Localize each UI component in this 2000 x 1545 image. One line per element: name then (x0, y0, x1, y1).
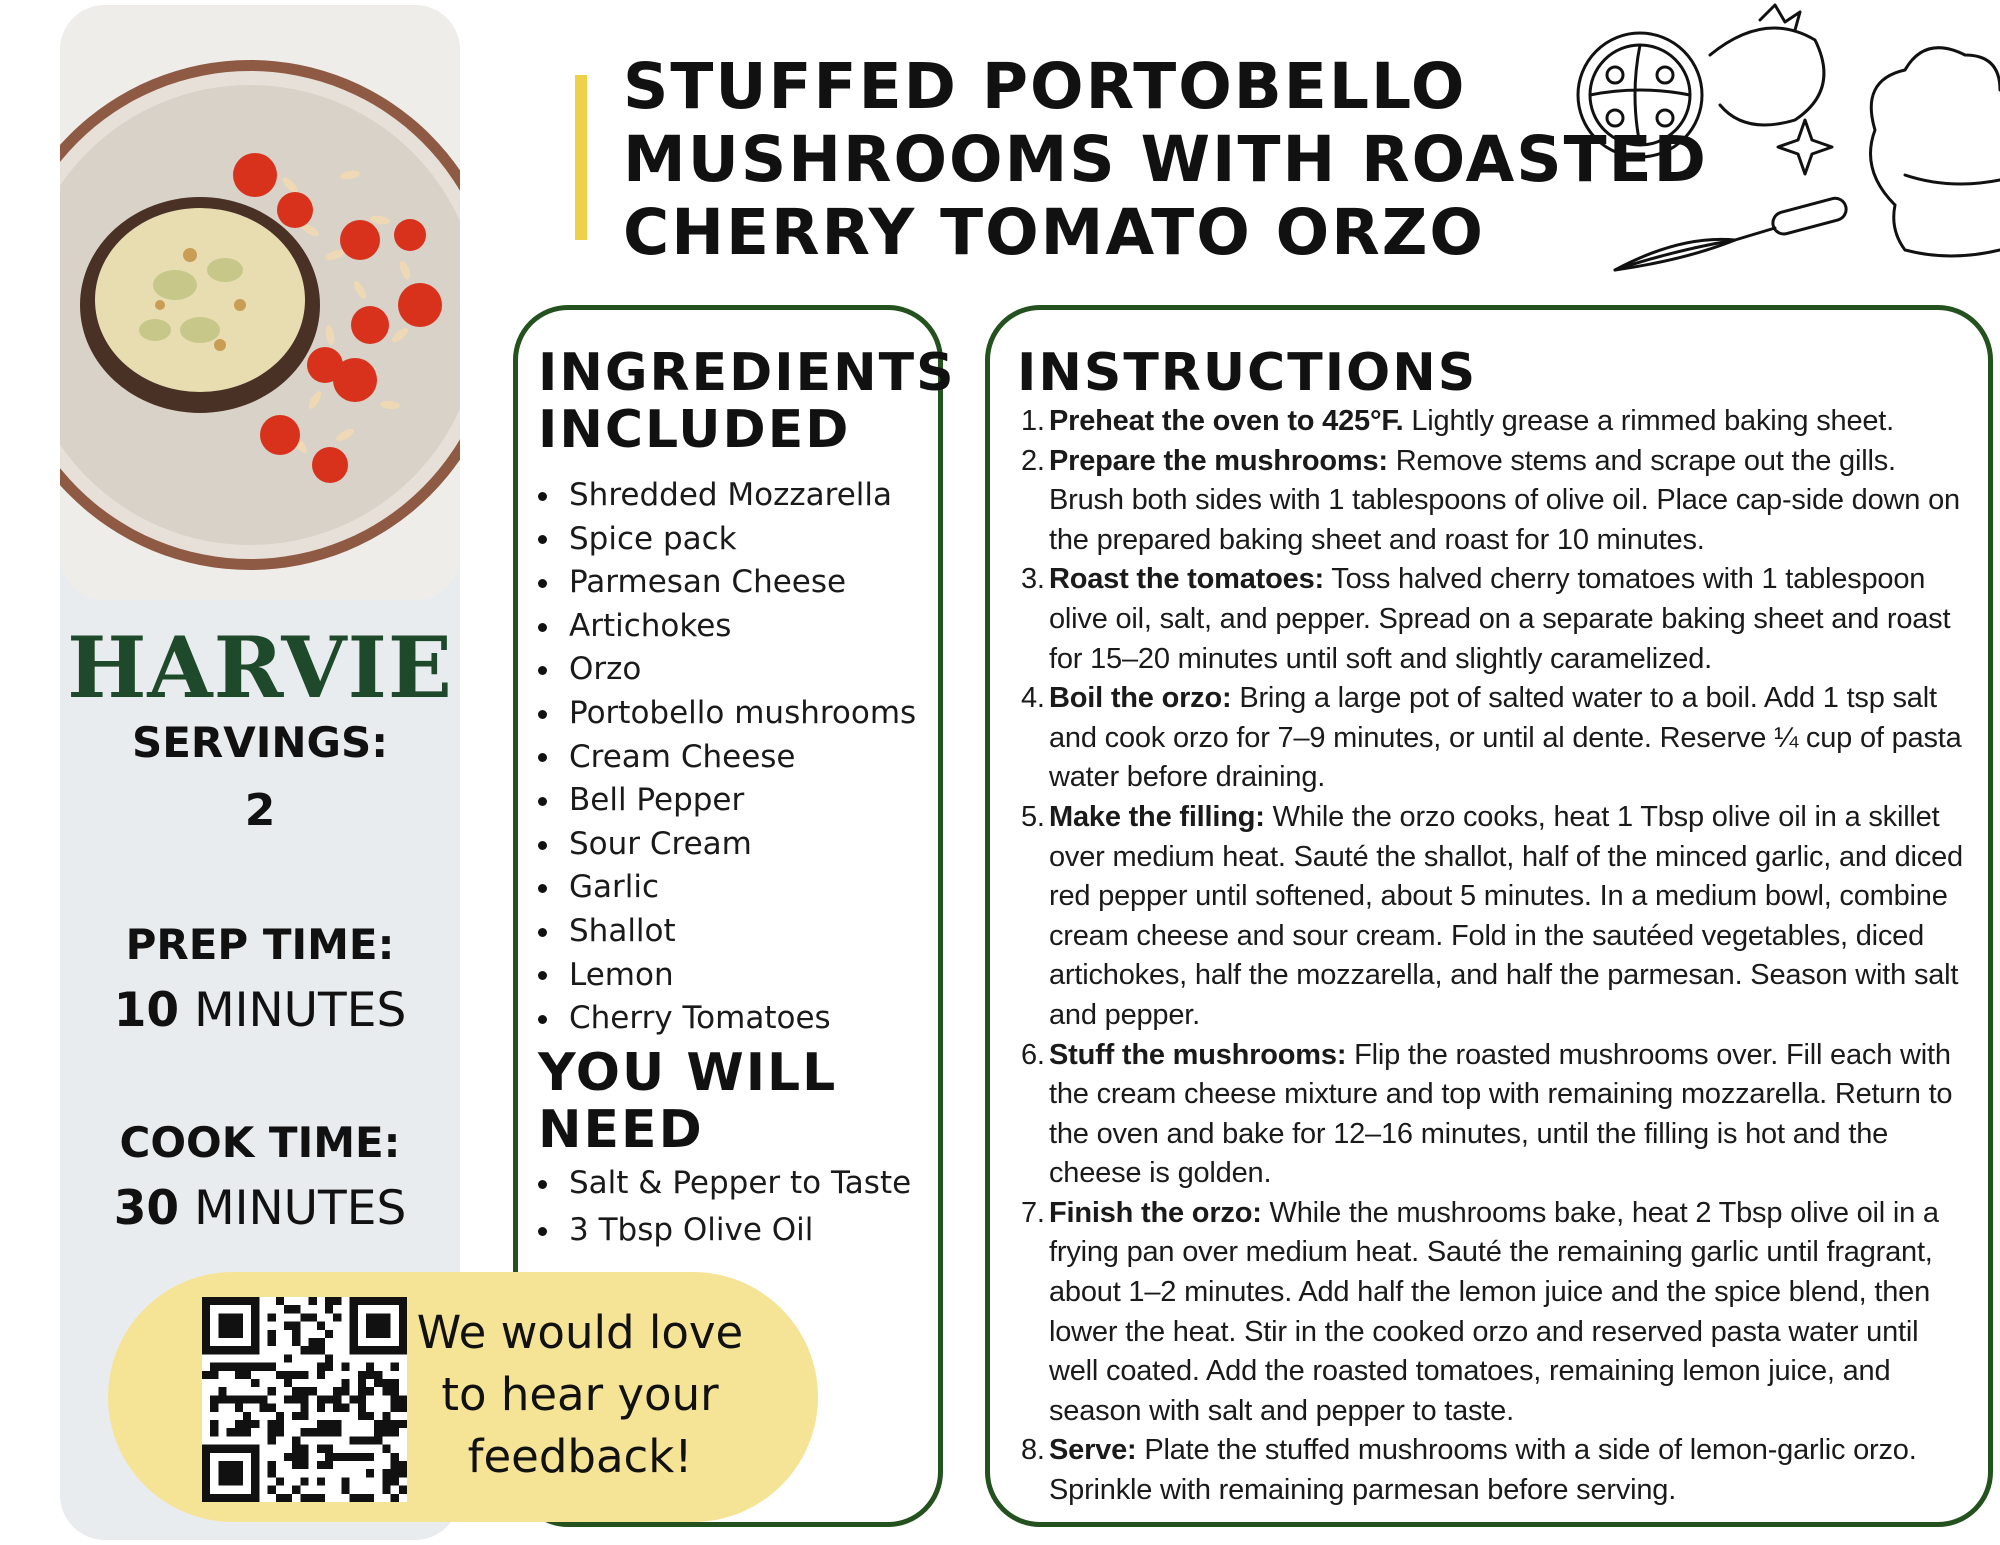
list-item: Salt & Pepper to Taste (538, 1160, 911, 1207)
instruction-step (1017, 1431, 1967, 1510)
tomato-doodle-icon (1578, 5, 1824, 157)
heading-line: YOU WILL (538, 1043, 838, 1103)
step-number: 7. (1021, 1196, 1045, 1229)
instructions-heading: INSTRUCTIONS (1017, 343, 1478, 403)
step-number: 8. (1021, 1434, 1045, 1467)
list-item: Cream Cheese (538, 736, 916, 780)
prep-time-label: PREP TIME: (125, 920, 395, 969)
list-item: 3 Tbsp Olive Oil (538, 1207, 911, 1254)
list-item: Spice pack (538, 518, 916, 562)
instruction-step (1017, 1036, 1967, 1194)
step-text: Remove stems and scrape out the gills. Brush both sides with 1 tablespoons of olive oil. Place cap-side down on the prepared baking sheet and roast for 10 minutes. (1049, 444, 1960, 556)
list-item: Orzo (538, 648, 916, 692)
list-item: Cherry Tomatoes (538, 997, 916, 1041)
plated-dish-photo (60, 5, 460, 600)
list-item: Sour Cream (538, 823, 916, 867)
step-number: 3. (1021, 563, 1045, 596)
qr-code-icon[interactable] (202, 1297, 407, 1502)
feedback-line: We would love (416, 1306, 744, 1359)
prep-time-value (60, 983, 460, 1038)
ingredients-list (538, 474, 916, 1041)
feedback-line: feedback! (467, 1430, 693, 1483)
list-item: Lemon (538, 954, 916, 998)
sparkle-doodle-icon (1778, 120, 1832, 174)
step-lead: Finish the orzo: (1049, 1196, 1262, 1229)
heading-line: INGREDIENTS (538, 343, 956, 403)
step-text: Plate the stuffed mushrooms with a side of lemon-garlic orzo. Sprinkle with remaining parmesan before serving. (1049, 1434, 1917, 1507)
feedback-line: to hear your (441, 1368, 719, 1421)
instruction-step (1017, 1194, 1967, 1432)
list-item: Parmesan Cheese (538, 561, 916, 605)
step-text: Flip the roasted mushrooms over. Fill each with the cream cheese mixture and top with remaining mozzarella. Return to the oven and bake for 12–16 minutes, until the filling is hot and the cheese is golden. (1049, 1038, 1953, 1190)
step-lead: Preheat the oven to 425°F. (1049, 405, 1404, 437)
step-number: 1. (1021, 405, 1045, 437)
title-line: CHERRY TOMATO ORZO (623, 196, 1485, 269)
step-lead: Boil the orzo: (1049, 682, 1232, 715)
cook-time-unit: MINUTES (194, 1181, 407, 1236)
instruction-step (1017, 679, 1967, 798)
list-item: Shredded Mozzarella (538, 474, 916, 518)
step-number: 6. (1021, 1038, 1045, 1071)
step-lead: Make the filling: (1049, 800, 1265, 833)
whisk-doodle-icon (1615, 196, 1849, 270)
step-number: 5. (1021, 800, 1045, 833)
step-number: 4. (1021, 682, 1045, 715)
instruction-step (1017, 442, 1967, 561)
title-line: STUFFED PORTOBELLO (623, 50, 1467, 123)
ingredients-heading (538, 345, 956, 459)
title-line: MUSHROOMS WITH ROASTED (623, 123, 1708, 196)
list-item: Artichokes (538, 605, 916, 649)
list-item: Shallot (538, 910, 916, 954)
brand-logo: HARVIE (67, 618, 453, 717)
step-lead: Prepare the mushrooms: (1049, 444, 1388, 477)
doodle-illustrations (1560, 0, 2000, 300)
step-text: While the orzo cooks, heat 1 Tbsp olive oil in a skillet over medium heat. Sauté the shallot, half of the minced garlic, and diced red pepper until softened, about 5 minutes. In a medium bowl, combine cream cheese and sour cream. Fold in the sautéed vegetables, diced artichokes, half the mozzarella, and half the parmesan. Season with salt and pepper. (1049, 800, 1963, 1031)
heading-line: INCLUDED (538, 400, 851, 460)
chef-hat-doodle-icon (1871, 48, 2000, 256)
prep-time-number: 10 (113, 983, 180, 1038)
step-text: Toss halved cherry tomatoes with 1 tablespoon olive oil, salt, and pepper. Spread on a separate baking sheet and roast for 15–20 minutes until soft and slightly caramelized. (1049, 563, 1951, 675)
cook-time-number: 30 (113, 1181, 180, 1236)
heading-line: NEED (538, 1100, 704, 1160)
list-item: Garlic (538, 866, 916, 910)
instructions-list (1017, 402, 1967, 1511)
step-lead: Stuff the mushrooms: (1049, 1038, 1347, 1071)
instruction-step (1017, 560, 1967, 679)
prep-time-unit: MINUTES (194, 983, 407, 1038)
page-title (623, 50, 1708, 269)
cook-time-label: COOK TIME: (119, 1118, 401, 1167)
title-accent-bar (575, 75, 587, 240)
feedback-message (415, 1302, 745, 1488)
servings-label: SERVINGS: (131, 718, 389, 767)
list-item: Bell Pepper (538, 779, 916, 823)
step-text: While the mushrooms bake, heat 2 Tbsp olive oil in a frying pan over medium heat. Sauté the remaining garlic until fragrant, about 1–2 minutes. Add half the lemon juice and the spice blend, then lower the heat. Stir in the cooked orzo and reserved pasta water until well coated. Add the roasted tomatoes, remaining lemon juice, and season with salt and pepper to taste. (1049, 1196, 1939, 1427)
servings-value: 2 (244, 785, 276, 836)
step-lead: Roast the tomatoes: (1049, 563, 1324, 596)
instruction-step (1017, 798, 1967, 1036)
cook-time-value (60, 1181, 460, 1236)
step-text: Bring a large pot of salted water to a boil. Add 1 tsp salt and cook orzo for 7–9 minutes, or until al dente. Reserve ¼ cup of pasta water before draining. (1049, 682, 1962, 794)
step-lead: Serve: (1049, 1434, 1137, 1467)
step-text: Lightly grease a rimmed baking sheet. (1403, 405, 1895, 437)
list-item: Portobello mushrooms (538, 692, 916, 736)
step-number: 2. (1021, 444, 1045, 477)
you-will-need-heading (538, 1045, 837, 1159)
instruction-step (1017, 402, 1967, 442)
you-will-need-list (538, 1160, 911, 1254)
